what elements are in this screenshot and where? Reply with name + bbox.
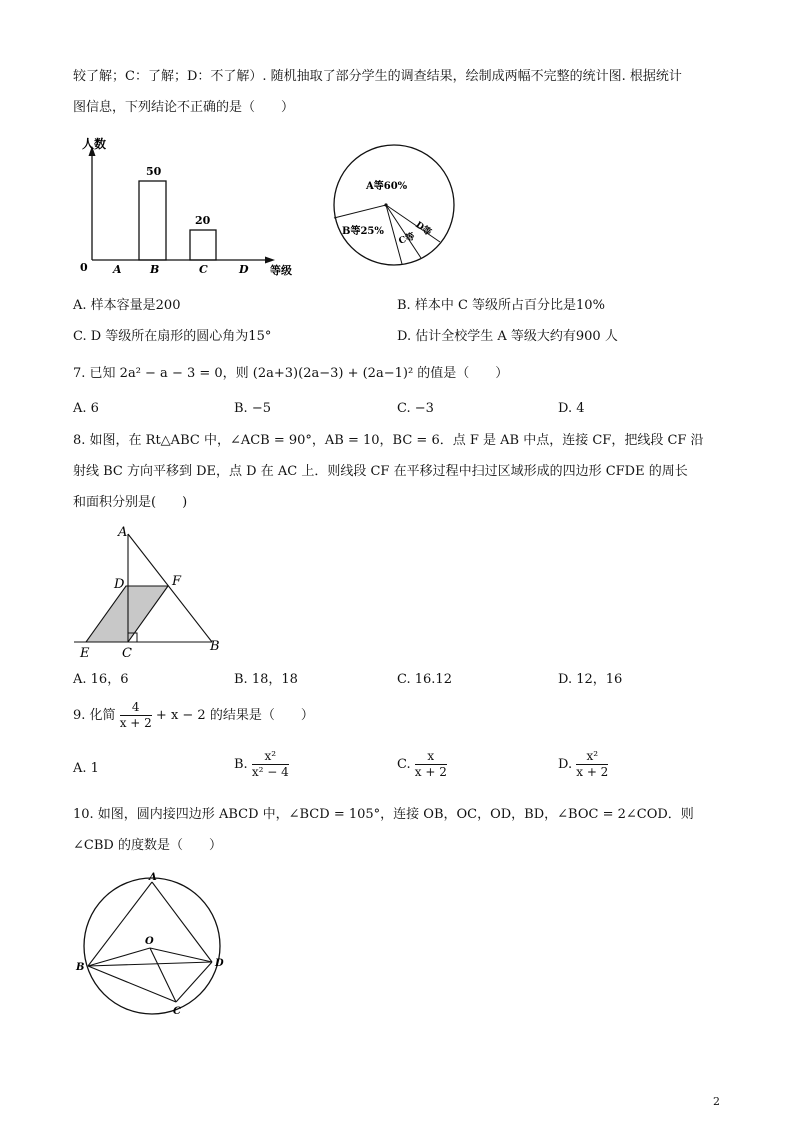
pt-f: F <box>172 574 182 589</box>
page-number: 2 <box>713 1095 720 1108</box>
q9-fraction <box>120 700 152 731</box>
bar-origin: 0 <box>80 261 88 274</box>
q10-pt-c: C <box>173 1006 181 1017</box>
q9-d-den: x + 2 <box>576 765 609 779</box>
bar-cat-a: A <box>113 263 122 276</box>
q8-option-a[interactable]: A. 16，6 <box>73 672 129 687</box>
q6-pie-chart <box>326 143 466 267</box>
q9-b-den: x² − 4 <box>251 765 289 779</box>
q10-pt-o: O <box>145 936 154 947</box>
pt-c: C <box>122 646 132 661</box>
q8-option-b[interactable]: B. 18，18 <box>234 672 298 687</box>
q10-stem-line2: ∠CBD 的度数是（ ） <box>73 838 222 853</box>
q6-stem-line2: 图信息，下列结论不正确的是（ ） <box>73 100 295 115</box>
pt-b: B <box>210 639 220 654</box>
q7-stem: 7. 已知 2a² − a − 3 = 0，则 (2a+3)(2a−3) + (2a−1)² 的值是（ ） <box>73 366 509 381</box>
q9-d-label: D. <box>558 757 573 772</box>
q9-c-label: C. <box>397 757 411 772</box>
bar-xlabel: 等级 <box>270 264 292 277</box>
q10-pt-a: A <box>149 872 157 883</box>
q7-option-b[interactable]: B. −5 <box>234 401 271 416</box>
q6-option-c[interactable]: C. D 等级所在扇形的圆心角为15° <box>73 329 272 344</box>
bar-b-value: 50 <box>146 165 162 178</box>
q9-b-num: x² <box>252 749 289 765</box>
pt-a: A <box>118 525 128 540</box>
q10-stem-line1: 10. 如图，圆内接四边形 ABCD 中，∠BCD = 105°，连接 OB，OC，OD，BD，∠BOC = 2∠COD．则 <box>73 807 694 822</box>
q9-c-num: x <box>415 749 447 765</box>
bar-c-value: 20 <box>195 214 211 227</box>
q8-stem-line2: 射线 BC 方向平移到 DE，点 D 在 AC 上．则线段 CF 在平移过程中扫过区域形成的四边形 CFDE 的周长 <box>73 464 688 479</box>
q8-stem-line3: 和面积分别是( ) <box>73 495 188 510</box>
q6-stem-line1: 较了解；C：了解；D：不了解）. 随机抽取了部分学生的调查结果，绘制成两幅不完整的统计图. 根据统计 <box>73 69 682 84</box>
q9-frac-den: x + 2 <box>119 716 152 730</box>
q8-stem-line1: 8. 如图，在 Rt△ABC 中，∠ACB = 90°，AB = 10，BC = 6．点 F 是 AB 中点，连接 CF，把线段 CF 沿 <box>73 433 704 448</box>
q6-option-d[interactable]: D. 估计全校学生 A 等级大约有900 人 <box>397 329 618 344</box>
q9-option-c[interactable] <box>397 748 447 782</box>
q8-option-c[interactable]: C. 16.12 <box>397 672 452 687</box>
q9-prefix: 9. 化简 <box>73 708 116 723</box>
q8-triangle-figure <box>70 520 240 665</box>
q9-d-num: x² <box>576 749 608 765</box>
pie-label-d: D等 <box>413 220 433 239</box>
q10-circle-figure <box>72 866 237 1026</box>
bar-cat-c: C <box>199 263 208 276</box>
q9-c-den: x + 2 <box>414 765 447 779</box>
q8-option-d[interactable]: D. 12，16 <box>558 672 623 687</box>
q6-bar-chart <box>70 132 310 282</box>
q7-option-a[interactable]: A. 6 <box>73 401 99 416</box>
pt-e: E <box>80 646 90 661</box>
q9-option-b[interactable] <box>234 748 289 782</box>
q9-option-d[interactable] <box>558 748 608 782</box>
q9-frac-num: 4 <box>120 700 152 716</box>
q6-option-b[interactable]: B. 样本中 C 等级所占百分比是10% <box>397 298 605 313</box>
bar-c <box>190 230 216 260</box>
pie-label-b: B等25% <box>342 226 384 237</box>
q9-option-a[interactable]: A. 1 <box>73 761 99 776</box>
q6-option-a[interactable]: A. 样本容量是200 <box>73 298 181 313</box>
q10-pt-d: D <box>215 958 224 969</box>
bar-x-arrow <box>265 257 275 264</box>
q9-suffix: + x − 2 的结果是（ ） <box>155 708 314 723</box>
q9-stem <box>73 699 314 733</box>
q10-pt-b: B <box>76 962 85 973</box>
bar-b <box>139 181 166 260</box>
swept-parallelogram <box>86 586 168 642</box>
bar-cat-b: B <box>150 263 160 276</box>
q7-option-c[interactable]: C. −3 <box>397 401 434 416</box>
bar-ylabel: 人数 <box>82 137 107 151</box>
q7-option-d[interactable]: D. 4 <box>558 401 585 416</box>
pie-label-a: A等60% <box>366 181 408 192</box>
pt-d: D <box>114 577 125 592</box>
bar-cat-d: D <box>239 263 249 276</box>
pie-label-c: C等 <box>397 231 417 247</box>
q9-b-label: B. <box>234 757 248 772</box>
